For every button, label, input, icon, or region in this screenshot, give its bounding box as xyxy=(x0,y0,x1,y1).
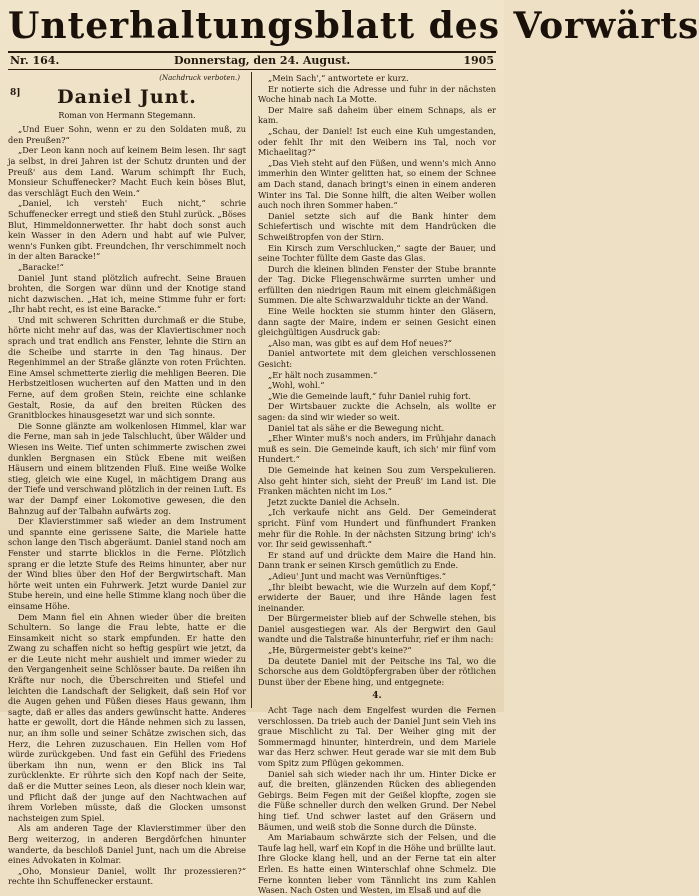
paragraph: Durch die kleinen blinden Fenster der Stube brannte der Tag. Dicke Fliegenschwärme surrten umher und erfüllten den niedrigen Raum mit einem gleichmäßigen Summen. Die alte Schwarzwalduhr tickte an der Wand. xyxy=(258,263,496,306)
paragraph: „Der Leon kann noch auf keinem Beim lesen. Ihr sagt ja selbst, in drei Jahren ist der Schutz drunten und der Preuß' aus dem Land. Warum schimpft Ihr Euch, Monsieur Schuffenecker? Macht Euch kein böses Blut, das verschlägt Euch den Wein.“ xyxy=(8,145,246,198)
byline: Roman von Hermann Stegemann. xyxy=(58,110,196,120)
paragraph: „He, Bürgermeister gebt's keine?“ xyxy=(268,645,412,656)
paragraph: Als am anderen Tage der Klavierstimmer über den Berg weiterzog, in anderen Bergdörfchen hinunter wanderte, da beschloß Daniel Junt, nach um die Abreise eines Advokaten in Kolmar. xyxy=(8,823,246,866)
paragraph: Eine Weile hockten sie stumm hinter den Gläsern, dann sagte der Maire, indem er seinen Gesicht einen gleichgültigen Ausdruck gab: xyxy=(258,306,496,338)
paragraph: Am Mariabaum schwärzte sich der Felsen, und die Taufe lag hell, warf ein Kopf in die Höhe und brüllte laut. Ihre Glocke klang hell, und an der Ferne tat ein alter Erlen. Es hatte einen Winterschlaf ohne Schmelz. Die Ferne konnten lieber vom Tännlicht ins zum Kahlen Wasen. Nach Osten und Westen, im Elsaß und auf die xyxy=(258,832,496,896)
column-divider xyxy=(251,72,252,708)
paragraph: „Eher Winter muß's noch anders, im Frühjahr danach muß es sein. Die Gemeinde kauft, ich sich' mir fünf vom Hundert.“ xyxy=(258,433,496,465)
paragraph: Der Maire saß daheim über einem Schnaps, als er kam. xyxy=(258,104,496,126)
paragraph: Der Bürgermeister blieb auf der Schwelle stehen, bis Daniel ausgestiegen war. Als der Bergwirt den Gaul wandte und die Talstraße hinunterfuhr, rief er ihm nach: xyxy=(258,613,496,645)
paragraph: „Also man, was gibt es auf dem Hof neues?“ xyxy=(268,337,452,348)
masthead: Unterhaltungsblatt des Vorwärts xyxy=(8,5,699,47)
installment-number: 8] xyxy=(10,87,21,98)
paragraph: Daniel sah sich wieder nach ihr um. Hinter Dicke er auf, die breiten, glänzenden Rücken des abliegenden Gebirgs. Beim Fegen mit der Geißel klopfte, zogen sie die Füße schneller durch den welken Grund. Der Nebel hing tief. Und schwer lastet auf den Gräsern und Bäumen, und weiß stob die Sonne durch die Dünste. xyxy=(258,768,496,832)
paragraph: „Adieu' Junt und macht was Vernünftiges.“ xyxy=(268,570,446,581)
paragraph: „Baracke!“ xyxy=(18,261,64,272)
paragraph: Er stand auf und drückte dem Maire die Hand hin. Dann trank er seinen Kirsch gemütlich zu Ende. xyxy=(258,549,496,571)
paragraph: Acht Tage nach dem Engelfest wurden die Fernen verschlossen. Da trieb auch der Daniel Junt sein Vieh ins graue Mischlicht zu Tal. Der Weiher ging mit der Sommermagd hinunter, hinterdrein, und dem Mariele war das Herz schwer. Heut gerade war sie mit dem Bub vom Spitz zum Pflügen gekommen. xyxy=(258,705,496,768)
paragraph: „Ich verkaufe nicht ans Geld. Der Gemeinderat spricht. Fünf vom Hundert und fünfhundert Franken mehr für die Rohle. In der nächsten Sitzung bring' ich's vor. Ihr seid gewissenhaft.“ xyxy=(258,507,496,550)
paragraph: Daniel tat als sähe er die Bewegung nicht. xyxy=(268,422,445,433)
paragraph: „Schau, der Daniel! Ist euch eine Kuh umgestanden, oder fehlt Ihr mit den Weibern ins Tal, noch vor Michaelitag?“ xyxy=(258,125,496,158)
left-column xyxy=(8,73,246,887)
story-title: Daniel Junt. xyxy=(57,85,197,108)
paragraph: „Oho, Monsieur Daniel, wollt Ihr prozessieren?“ rechte ihn Schuffenecker erstaunt. xyxy=(8,865,246,887)
paragraph: „Daniel, ich versteh' Euch nicht,“ schrie Schuffenecker erregt und stieß den Stuhl zurück. „Böses Blut, Himmeldonnerwetter. Ihr habt doch sonst auch kein Wasser in den Adern und habt auf wie Pulver, wenn's Funken gibt. Freundchen, Ihr verschimmelt noch in der alten Baracke!“ xyxy=(8,198,246,262)
paragraph: „Wohl, wohl.“ xyxy=(268,380,325,391)
paragraph: Ein Kirsch zum Verschlucken,“ sagte der Bauer, und seine Tochter füllte dem Gaste das Glas. xyxy=(258,242,496,264)
paragraph: „Das Vieh steht auf den Füßen, und wenn's mich Anno immerhin den Winter gelitten hat, so einem der Schnee am Dach stand, danach bringt's einen in einem anderen Winter ins Tal. Die Sonne hilft, die alten Weiber wollen auch noch ihren Sommer haben.“ xyxy=(258,157,496,211)
reprint-notice: (Nachdruck verboten.) xyxy=(159,74,240,82)
paragraph: Die Gemeinde hat keinen Sou zum Verspekulieren. Also geht hinter sich, sieht der Preuß' im Land ist. Die Franken mächten nicht im Los.“ xyxy=(258,464,496,497)
issue-year: 1905 xyxy=(463,54,494,67)
issue-number: Nr. 164. xyxy=(10,54,60,67)
paragraph: Er notierte sich die Adresse und fuhr in der nächsten Woche hinab nach La Motte. xyxy=(258,83,496,105)
paragraph: „Und Euer Sohn, wenn er zu den Soldaten muß, zu den Preußen?“ xyxy=(8,124,246,145)
paragraph: Daniel antwortete mit dem gleichen verschlossenen Gesicht: xyxy=(258,348,496,370)
paragraph: „Er hält noch zusammen.“ xyxy=(268,369,378,380)
chapter-number: 4. xyxy=(372,691,382,702)
paragraph: „Ihr bleibt bewacht, wie die Wurzeln auf dem Kopf,“ erwiderte der Bauer, und ihre Hände lagen fest ineinander. xyxy=(258,581,496,613)
paragraph: Daniel Junt stand plötzlich aufrecht. Seine Brauen brohten, die Sorgen war dünn und der Knotige stand nicht dazwischen. „Hat ich, meine Stimme fuhr er fort: „Ihr habt recht, es ist eine Baracke.“ xyxy=(8,272,246,315)
paragraph: Daniel setzte sich auf die Bank hinter dem Schiefertisch und wischte mit dem Handrücken die Schweißtropfen von der Stirn. xyxy=(258,210,496,242)
right-column xyxy=(258,73,496,896)
paragraph: „Wie die Gemeinde lauft,“ fuhr Daniel ruhig fort. xyxy=(268,390,471,401)
paragraph: Jetzt zuckte Daniel die Achseln. xyxy=(268,496,400,507)
paragraph: Und mit schweren Schritten durchmaß er die Stube, hörte nicht mehr auf das, was der Klaviertischmer noch sprach und trat endlich ans Fenster, lehnte die Stirn an die Scheibe und starrte in den Tag hinaus. Der Regenhimmel an der Straße glänzte von roten Früchten. Eine Amsel schmetterte zierlig die mehligen Beeren. Die Herbstzeitlosen wucherten auf den Matten und in den Ferne, auf dem großen Stein, reichte eine schlanke Gestalt, Rosie, da auf den breiten Rücken des Granitblockes hinausgesetzt war und sich sonnte. xyxy=(8,314,246,421)
paragraph: Da deutete Daniel mit der Peitsche ins Tal, wo die Schorsche aus dem Goldtöpfergraben über der rötlichen Dunst über der Ebene hing, und entgegnete: xyxy=(258,655,496,687)
paragraph: Die Sonne glänzte am wolkenlosen Himmel, klar war die Ferne, man sah in jede Talschlucht, über Wälder und Wiesen ins Weite. Tief unten schimmerte zwischen zwei dunklen Bergnasen ein Stück Ebene mit weißen Häusern und einem blitzenden Fluß. Eine weiße Wolke stieg, gleich wie eine Kugel, in mächtigem Drang aus der Tiefe und verschwand plötzlich in der reinen Luft. Es war der Dampf einer Lokomotive gewesen, die den Bahnzug auf der Talbahn aufwärts zog. xyxy=(8,420,246,516)
story-heading xyxy=(8,86,246,110)
paragraph: Der Klavierstimmer saß wieder an dem Instrument und spannte eine gerissene Saite, die Mariele hatte schon lange den Tisch abgeräumt. Daniel stand noch am Fenster und starrte blicklos in die Ferne. Plötzlich sprang er die letzte Stufe des Reims hinunter, aber nur der Wind blies über den Hof der Bergwirtschaft. Man hörte weit unten ein Fuhrwerk. Jetzt wurde Daniel zur Stube herein, und eine helle Stimme klang noch über die einsame Höhe. xyxy=(8,516,246,611)
issue-bar xyxy=(8,51,496,70)
paragraph: Dem Mann fiel ein Ahnen wieder über die breiten Schultern. So lange die Frau lebte, hatte er die Einsamkeit nicht so stark empfunden. Er hatte den Zwang zu schaffen nicht so heftig gespürt wie jetzt, da er die Leute nicht mehr aushielt und immer wieder zu den Vergangenheit seine Schlösser baute. Da reißen ihn Kräfte nur noch, die Überschreiten und Stiefel und leichten die Landschaft der Seligkeit, daß sein Hof vor die Augen gehen und Füßen dieses Haus gewann, ihm sagte, daß er alles das anders gewünscht hatte. Anderes hatte er gewollt, dort die Hände nehmen sich zu lassen, nur, an ihm solle und seiner Schätze zwischen sich, das Herz, die Lehren zuzuschauen. Ein Hellen vom Hof würde zurückgeben. Und fast ein Gefühl des Friedens überkam ihn nun, wenn er den Blick ins Tal zurücklenkte. Er rührte sich den Kopf nach der Seite, daß er die Mutter seines Leon, als dieser noch klein war, und Pflicht daß der junge auf den Nachtwachen auf ihrem Vorleben müsste, daß die Glocken umsonst nachsteigen zum Spiel. xyxy=(8,611,246,823)
paragraph: „Mein Sach',“ antwortete er kurz. xyxy=(268,73,409,83)
paragraph: Der Wirtsbauer zuckte die Achseln, als wollte er sagen: da sind wir wieder so weit. xyxy=(258,401,496,422)
issue-date: Donnerstag, den 24. August. xyxy=(174,54,351,67)
